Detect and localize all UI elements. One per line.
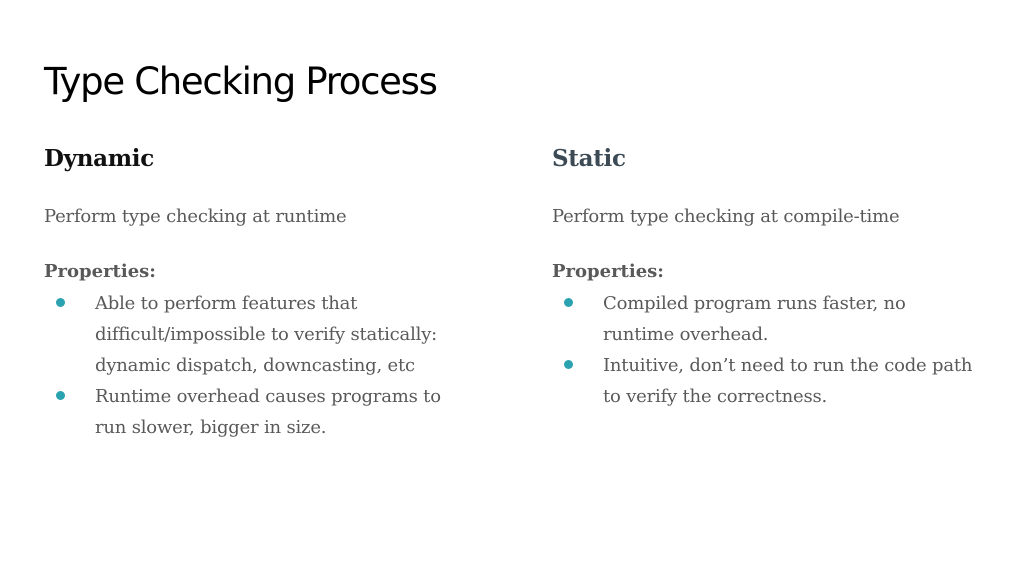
list-item	[44, 381, 474, 443]
list-item-text: Runtime overhead causes programs to run slower, bigger in size.	[95, 386, 441, 438]
static-properties-list	[552, 288, 982, 412]
dynamic-column	[44, 136, 474, 438]
list-item-text: Compiled program runs faster, no runtime overhead.	[603, 293, 906, 345]
bullet-icon	[564, 360, 573, 369]
list-item	[552, 288, 982, 350]
static-properties-label: Properties:	[552, 261, 664, 282]
static-heading: Static	[552, 145, 626, 172]
dynamic-heading: Dynamic	[44, 145, 154, 172]
bullet-icon	[56, 298, 65, 307]
dynamic-description: Perform type checking at runtime	[44, 206, 347, 227]
list-item	[552, 350, 982, 412]
dynamic-properties-list	[44, 288, 474, 443]
dynamic-properties-label: Properties:	[44, 261, 156, 282]
slide-title: Type Checking Process	[44, 60, 437, 103]
list-item	[44, 288, 474, 381]
list-item-text: Intuitive, don’t need to run the code path to verify the correctness.	[603, 355, 973, 407]
static-column	[552, 136, 982, 407]
static-description: Perform type checking at compile-time	[552, 206, 900, 227]
list-item-text: Able to perform features that difficult/impossible to verify statically: dynamic dispatch, downcasting, etc	[95, 293, 438, 376]
bullet-icon	[564, 298, 573, 307]
bullet-icon	[56, 391, 65, 400]
